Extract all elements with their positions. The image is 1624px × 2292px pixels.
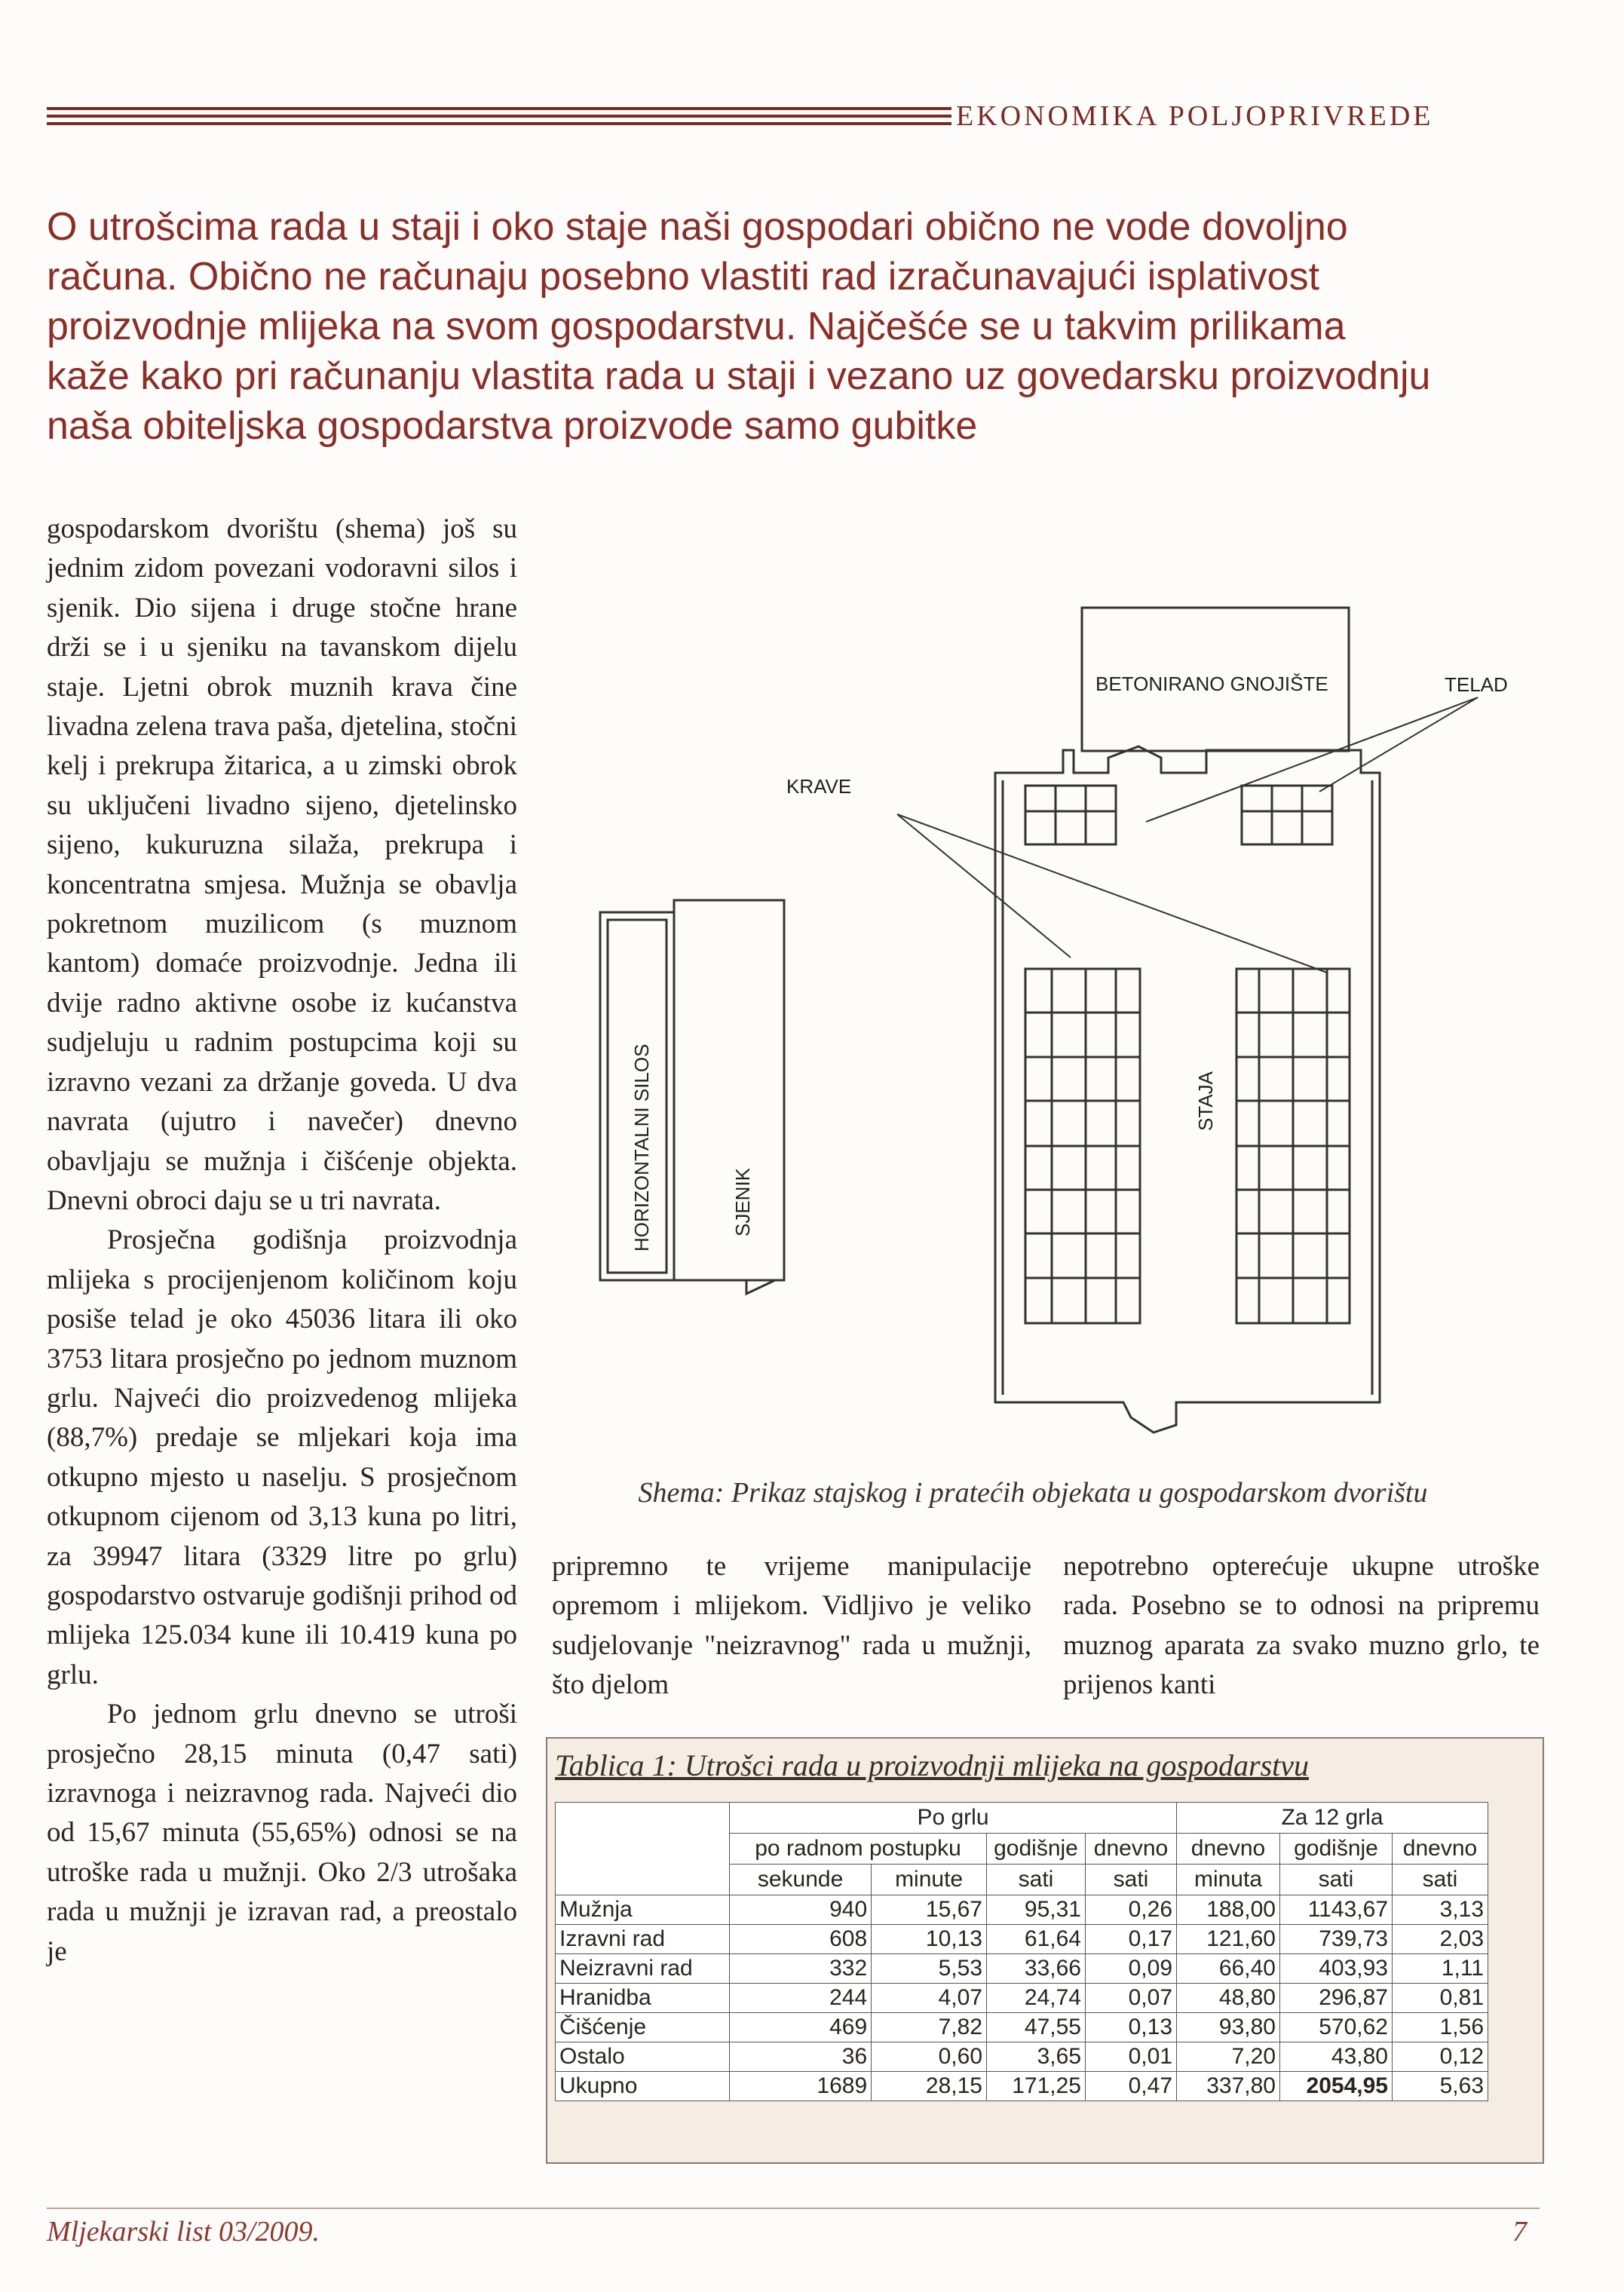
unit-cell: sati [1086, 1865, 1177, 1895]
table-cell: 93,80 [1177, 2013, 1280, 2042]
table-cell: 10,13 [872, 1925, 987, 1954]
table-cell: 1689 [730, 2072, 872, 2101]
lead-line: računa. Obično ne računaju posebno vlastiti rad izračunavajući isplativost [47, 255, 1320, 299]
table-cell: 332 [730, 1954, 872, 1984]
unit-cell: sati [1280, 1865, 1393, 1895]
label-telad: TELAD [1445, 673, 1508, 696]
table-cell: 171,25 [987, 2072, 1086, 2101]
table-cell: 5,53 [872, 1954, 987, 1984]
row-label: Mužnja [556, 1895, 730, 1925]
row-label: Čišćenje [556, 2013, 730, 2042]
unit-cell: sati [1393, 1865, 1488, 1895]
table-cell: 570,62 [1280, 2013, 1393, 2042]
row-label: Hranidba [556, 1984, 730, 2013]
table-cell: 24,74 [987, 1984, 1086, 2013]
table-cell: 0,60 [872, 2042, 987, 2072]
table-cell: 188,00 [1177, 1895, 1280, 1925]
table-cell: 0,47 [1086, 2072, 1177, 2101]
lead-paragraph [47, 202, 1540, 451]
unit-cell: sekunde [730, 1865, 872, 1895]
table-header-cell: po radnom postupku [730, 1834, 987, 1865]
table-cell: 0,17 [1086, 1925, 1177, 1954]
row-label: Izravni rad [556, 1925, 730, 1954]
footer-rule [47, 2208, 1540, 2209]
table-total-row [556, 2072, 1488, 2101]
body-column-middle [552, 1547, 1031, 1705]
table-cell: 0,13 [1086, 2013, 1177, 2042]
body-paragraph: nepotrebno opterećuje ukupne utroške rada. Posebno se to odnosi na pripremu muznog aparata za svako muzno grlo, te prijenos kanti [1063, 1551, 1540, 1701]
body-column-left [47, 510, 517, 1972]
group-header-per-head: Po grlu [730, 1803, 1177, 1834]
table-cell: 7,82 [872, 2013, 987, 2042]
table-cell: 15,67 [872, 1895, 987, 1925]
body-paragraph: pripremno te vrijeme manipulacije opremom i mlijekom. Vidljivo je veliko sudjelovanje "neizravnog" rada u mužnji, što djelom [552, 1551, 1031, 1701]
table-cell: 0,09 [1086, 1954, 1177, 1984]
table-panel [546, 1737, 1544, 2164]
table-cell: 1143,67 [1280, 1895, 1393, 1925]
table-cell: 7,20 [1177, 2042, 1280, 2072]
section-title: EKONOMIKA POLJOPRIVREDE [956, 100, 1434, 132]
label-silos: HORIZONTALNI SILOS [630, 1043, 653, 1252]
table-cell: 61,64 [987, 1925, 1086, 1954]
table-header-cell: dnevno [1177, 1834, 1280, 1865]
table-cell: 469 [730, 2013, 872, 2042]
hay-barn-shape [674, 900, 784, 1280]
table-cell: 5,63 [1393, 2072, 1488, 2101]
body-column-right [1063, 1547, 1540, 1705]
table-cell: 296,87 [1280, 1984, 1393, 2013]
table-cell: 244 [730, 1984, 872, 2013]
farm-layout-diagram [543, 588, 1523, 1478]
lead-line: proizvodnje mlijeka na svom gospodarstvu. Najčešće se u takvim prilikama [47, 305, 1346, 348]
page-number: 7 [1512, 2216, 1527, 2248]
label-gnojiste: BETONIRANO GNOJIŠTE [1095, 673, 1328, 695]
table-cell: 33,66 [987, 1954, 1086, 1984]
table-cell: 121,60 [1177, 1925, 1280, 1954]
label-sjenik: SJENIK [731, 1167, 754, 1236]
table-cell: 608 [730, 1925, 872, 1954]
table-header-cell: godišnje [1280, 1834, 1393, 1865]
label-krave: KRAVE [786, 775, 852, 798]
table-cell: 43,80 [1280, 2042, 1393, 2072]
table-cell: 48,80 [1177, 1984, 1280, 2013]
row-label: Neizravni rad [556, 1954, 730, 1984]
table-cell: 739,73 [1280, 1925, 1393, 1954]
table-cell: 3,65 [987, 2042, 1086, 2072]
table-cell: 337,80 [1177, 2072, 1280, 2101]
table-cell: 1,56 [1393, 2013, 1488, 2042]
table-empty-cell [556, 1803, 730, 1895]
figure-caption: Shema: Prikaz stajskog i pratećih objekata u gospodarskom dvorištu [638, 1477, 1428, 1509]
row-label: Ukupno [556, 2072, 730, 2101]
table-cell: 0,12 [1393, 2042, 1488, 2072]
label-staja: STAJA [1194, 1071, 1217, 1131]
table-header-cell: dnevno [1393, 1834, 1488, 1865]
table-cell: 28,15 [872, 2072, 987, 2101]
table-header-cell: godišnje [987, 1834, 1086, 1865]
table-cell: 47,55 [987, 2013, 1086, 2042]
unit-cell: sati [987, 1865, 1086, 1895]
table-cell: 2054,95 [1280, 2072, 1393, 2101]
table-title: Tablica 1: Utrošci rada u proizvodnji mlijeka na gospodarstvu [555, 1748, 1309, 1782]
header-rule [47, 107, 951, 130]
table-cell: 3,13 [1393, 1895, 1488, 1925]
table-cell: 0,81 [1393, 1984, 1488, 2013]
group-header-per-12: Za 12 grla [1177, 1803, 1488, 1834]
labor-cost-table [555, 1802, 1488, 2101]
table-header-cell: dnevno [1086, 1834, 1177, 1865]
table-row [556, 2013, 1488, 2042]
table-cell: 0,26 [1086, 1895, 1177, 1925]
table-cell: 2,03 [1393, 1925, 1488, 1954]
unit-cell: minuta [1177, 1865, 1280, 1895]
lead-line: naša obiteljska gospodarstva proizvode samo gubitke [47, 404, 978, 448]
table-row [556, 1925, 1488, 1954]
table-cell: 36 [730, 2042, 872, 2072]
table-row [556, 1895, 1488, 1925]
table-cell: 403,93 [1280, 1954, 1393, 1984]
lead-line: O utrošcima rada u staji i oko staje naši gospodari obično ne vode dovoljno [47, 205, 1348, 249]
table-cell: 95,31 [987, 1895, 1086, 1925]
unit-cell: minute [872, 1865, 987, 1895]
table-cell: 0,01 [1086, 2042, 1177, 2072]
table-cell: 1,11 [1393, 1954, 1488, 1984]
body-paragraph: Po jednom grlu dnevno se utroši prosječno 28,15 minuta (0,47 sati) izravnoga i neizravnog rada. Najveći dio od 15,67 minuta (55,65%) odnosi se na utroške rada u mužnji. Oko 2/3 utrošaka rada u mužnji je izravan rad, a preostalo je [47, 1699, 517, 1967]
table-row [556, 1954, 1488, 1984]
table-group-header-row [556, 1803, 1488, 1834]
table-cell: 0,07 [1086, 1984, 1177, 2013]
lead-line: kaže kako pri računanju vlastita rada u staji i vezano uz govedarsku proizvodnju [47, 354, 1431, 398]
body-paragraph: Prosječna godišnja proizvodnja mlijeka s procijenjenom količinom koju posiše telad je oko 45036 litara ili oko 3753 litara prosječno po jednom muznom grlu. Najveći dio proizvedenog mlijeka (88,7%) predaje se mljekari koja ima otkupno mjesto u naselju. S prosječnom otkupnom cijenom od 3,13 kuna po litri, za 39947 litara (3329 litre po grlu) gospodarstvo ostvaruje godišnji prihod od mlijeka 125.034 kune ili 10.419 kuna po grlu. [47, 1224, 517, 1690]
body-paragraph: gospodarskom dvorištu (shema) još su jednim zidom povezani vodoravni silos i sjenik. Dio sijena i druge stočne hrane drži se i u sjeniku na tavanskom dijelu staje. Ljetni obrok muznih krava čine livadna zelena trava paša, djetelina, stočni kelj i prekrupa žitarica, a u zimski obrok su uključeni livadno sijeno, djetelinsko sijeno, kukuruzna silaža, prekrupa i koncentratna smjesa. Mužnja se obavlja pokretnom muzilicom (s muznom kantom) domaće proizvodnje. Jedna ili dvije radno aktivne osobe iz kućanstva sudjeluju u radnim postupcima koji su izravno vezani za držanje goveda. U dva navrata (ujutro i navečer) dnevno obavljaju se mužnja i čišćenje objekta. Dnevni obroci daju se u tri navrata. [47, 513, 517, 1216]
table-cell: 4,07 [872, 1984, 987, 2013]
table-row [556, 2042, 1488, 2072]
table-cell: 940 [730, 1895, 872, 1925]
journal-issue: Mljekarski list 03/2009. [47, 2216, 320, 2248]
row-label: Ostalo [556, 2042, 730, 2072]
table-cell: 66,40 [1177, 1954, 1280, 1984]
table-row [556, 1984, 1488, 2013]
